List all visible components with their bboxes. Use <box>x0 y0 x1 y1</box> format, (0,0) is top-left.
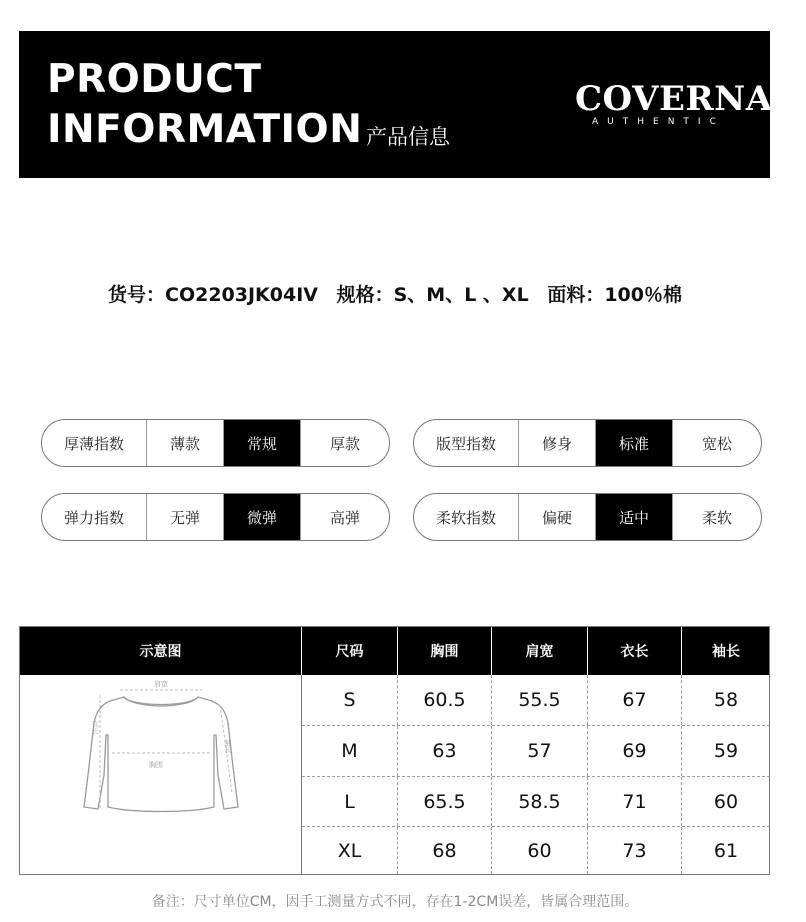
header-length: 衣长 <box>588 627 682 675</box>
registered-icon: ® <box>796 79 806 89</box>
footnote: 备注：尺寸单位CM，因手工测量方式不同，存在1-2CM误差，皆属合理范围。 <box>151 894 639 910</box>
shoulder-cell: 57 <box>492 726 588 776</box>
garment-diagram <box>20 675 302 875</box>
fit-index <box>413 419 762 467</box>
index-option: 柔软 <box>672 494 761 540</box>
length-cell: 73 <box>588 827 682 874</box>
table-header <box>20 627 769 675</box>
index-option: 无弹 <box>146 494 223 540</box>
length-cell: 71 <box>588 777 682 826</box>
index-option-selected: 适中 <box>595 494 672 540</box>
brand-name: COVERNAT <box>575 79 797 119</box>
header-sleeve: 袖长 <box>712 644 740 660</box>
title-line-1: PRODUCT <box>47 57 262 102</box>
diagram-label-shoulder: 肩宽 <box>154 680 168 688</box>
chest-cell: 63 <box>398 726 492 776</box>
brand-logo <box>575 79 806 119</box>
index-option: 厚款 <box>300 420 389 466</box>
table-row <box>302 726 770 777</box>
page-title <box>47 55 362 155</box>
shoulder-cell: 60 <box>492 827 588 874</box>
index-option-selected: 微弹 <box>223 494 300 540</box>
sleeve-cell: 60 <box>713 790 739 813</box>
index-option-selected: 常规 <box>223 420 300 466</box>
softness-index <box>413 493 762 541</box>
length-cell: 69 <box>588 726 682 776</box>
thickness-index <box>41 419 390 467</box>
index-option: 偏硬 <box>518 494 595 540</box>
table-row <box>302 827 770 874</box>
header-chest: 胸围 <box>398 627 492 675</box>
diagram-label-length: 衣长 <box>91 720 99 734</box>
index-label: 厚薄指数 <box>63 434 124 453</box>
table-row <box>302 675 770 726</box>
brand-subtitle: AUTHENTIC <box>592 117 725 127</box>
index-option: 修身 <box>518 420 595 466</box>
size-table <box>19 626 770 875</box>
diagram-label-chest: 胸围 <box>149 761 163 769</box>
index-label: 弹力指数 <box>63 508 124 527</box>
header-size: 尺码 <box>302 627 398 675</box>
sleeve-cell: 61 <box>713 839 739 862</box>
length-cell: 67 <box>588 675 682 725</box>
size-spec: 规格：S、M、L 、XL <box>336 284 529 306</box>
product-specs <box>0 280 790 307</box>
index-label: 柔软指数 <box>435 508 496 527</box>
index-option: 宽松 <box>672 420 761 466</box>
chest-cell: 60.5 <box>398 675 492 725</box>
header-banner <box>19 31 806 178</box>
item-number: 货号：CO2203JK04IV <box>108 284 318 306</box>
chest-cell: 68 <box>398 827 492 874</box>
shoulder-cell: 58.5 <box>492 777 588 826</box>
index-option: 高弹 <box>300 494 389 540</box>
diagram-label-sleeve: 袖长 <box>224 739 232 753</box>
material-spec: 面料：100％棉 <box>547 284 682 306</box>
table-row <box>302 777 770 827</box>
index-option: 薄款 <box>146 420 223 466</box>
index-label: 版型指数 <box>435 434 496 453</box>
tshirt-diagram-icon <box>20 675 302 875</box>
size-cell: L <box>302 777 398 826</box>
size-cell: M <box>302 726 398 776</box>
size-cell: XL <box>302 827 398 874</box>
elasticity-index <box>41 493 390 541</box>
index-option-selected: 标准 <box>595 420 672 466</box>
sleeve-cell: 59 <box>713 740 739 762</box>
subtitle-cn: 产品信息 <box>366 125 450 149</box>
shoulder-cell: 55.5 <box>492 675 588 725</box>
size-cell: S <box>302 675 398 725</box>
chest-cell: 65.5 <box>398 777 492 826</box>
sleeve-cell: 58 <box>713 689 739 711</box>
title-line-2: INFORMATION <box>47 107 363 152</box>
header-diagram: 示意图 <box>20 627 302 675</box>
header-shoulder: 肩宽 <box>492 627 588 675</box>
